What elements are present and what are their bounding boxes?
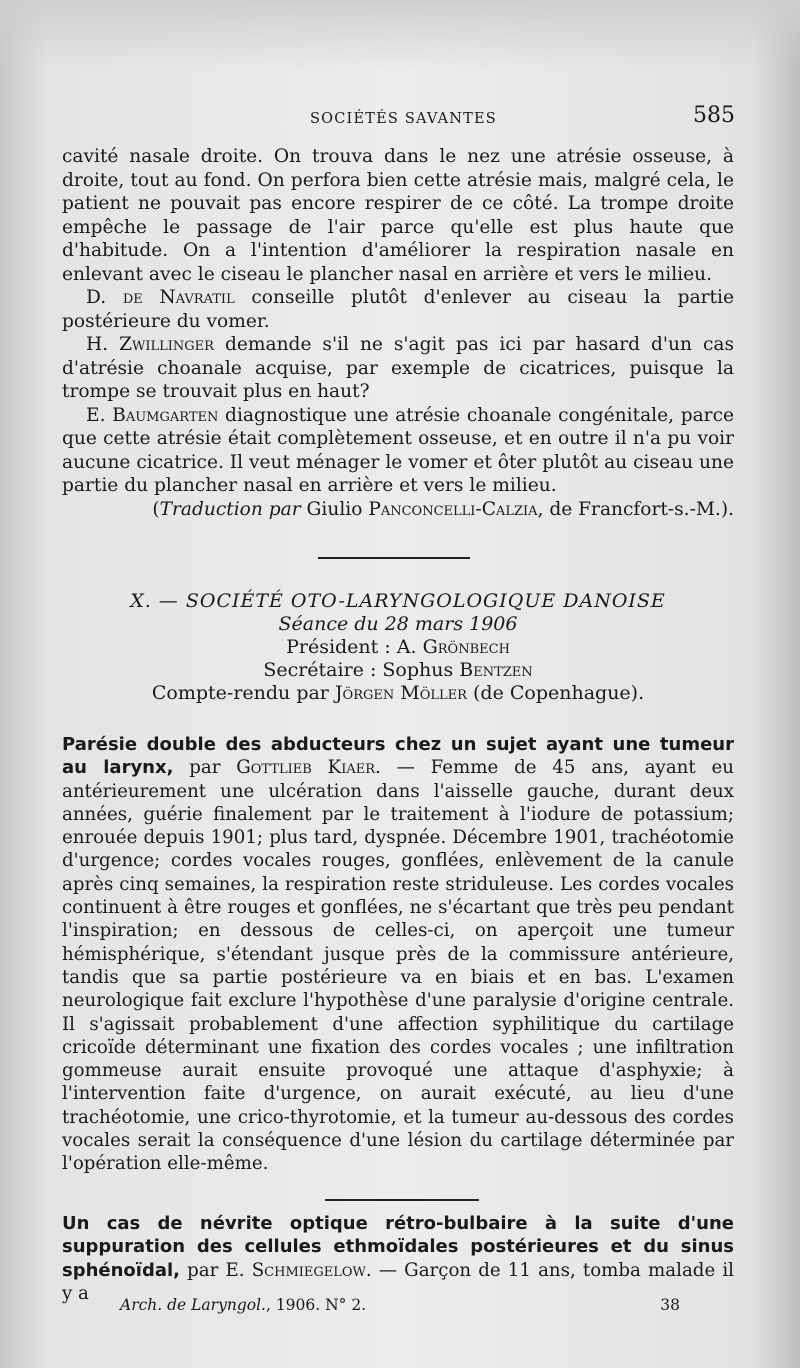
article-body: . — Femme de 45 ans, ayant eu antérieurement une ulcération dans l'aisselle gauche, durant deux années, guérie finalement par le traitement à l'iodure de potassium; enrouée depuis 1901; plus tard, dyspnée. Décembre 1901, trachéotomie d'urgence; cordes vocales rouges, gonflées, enlèvement de la canule après cinq semaines, la respiration reste striduleuse. Les cordes vocales continuent à être rouges et gonflées, ne s'écartant que très peu pendant l'inspiration; en dessous de celles-ci, on aperçoit une tumeur hémisphérique, s'étendant jusque près de la commissure antérieure, tandis que sa partie postérieure va en biais et en bas. L'examen neurologique fait exclure l'hypothèse d'une paralysie d'origine centrale. Il s'agissait probablement d'une affection syphilitique du cartilage cricoïde déterminant une fixation des cordes vocales ; une infiltration gommeuse aurait ensuite provoqué une attaque d'asphyxie; à l'intervention faite d'urgence, on aurait exécuté, au lieu d'une trachéotomie, une crico-thyrotomie, et la tumeur au-dessous des cordes vocales serait la conséquence d'une lésion du cartilage déterminée par l'opération elle-même. bbox=[62, 757, 734, 1175]
paragraph-text: demande s'il ne s'agit pas ici par hasard d'un cas d'atrésie choanale acquise, par exemple de cicatrices, puisque la trompe se trouvait plus en haut? bbox=[62, 334, 734, 402]
speaker-name: D. de Navratil bbox=[86, 287, 235, 308]
article-paresie bbox=[62, 733, 734, 1176]
section-divider bbox=[325, 1199, 479, 1201]
report-line: Compte-rendu par Jörgen Möller (de Copenhague). bbox=[151, 682, 645, 704]
paragraph-baumgarten bbox=[62, 404, 734, 498]
article-paragraph: Un cas de névrite optique rétro-bulbaire à la suite d'une suppuration des cellules ethmoïdales postérieures et du sinus sphénoïdal, par E. Schmiegelow. — Garçon de 11 ans, tomba malade il y a bbox=[62, 1213, 734, 1304]
article-title: Parésie double des abducteurs chez un sujet ayant une tumeur au larynx, bbox=[62, 734, 734, 779]
page-number: 585 bbox=[693, 103, 735, 128]
article-title: Un cas de névrite optique rétro-bulbaire à la suite d'une suppuration des cellules ethmoïdales postérieures et du sinus sphénoïdal, bbox=[62, 1213, 734, 1281]
paragraph-text: conseille plutôt d'enlever au ciseau la partie postérieure du vomer. bbox=[62, 287, 734, 332]
article-author: Gottlieb Kiaer bbox=[236, 757, 376, 779]
society-header bbox=[62, 590, 734, 705]
article-nevrite bbox=[62, 1212, 734, 1305]
paragraph-text: diagnostique une atrésie choanale congénitale, parce que cette atrésie était complètement osseuse, et en outre il n'a pu voir aucune cicatrice. Il veut ménager le vomer et ôter plutôt au ciseau une partie du plancher nasal en arrière et vers le milieu. bbox=[62, 404, 734, 496]
footer-citation: Arch. de Laryngol., 1906. N° 2. bbox=[120, 1296, 367, 1314]
continuation-section bbox=[62, 145, 734, 521]
footer-journal: Arch. de Laryngol. bbox=[120, 1296, 266, 1314]
session-date: Séance du 28 mars 1906 bbox=[278, 613, 518, 635]
translation-label: Traduction par bbox=[159, 498, 301, 520]
article-paragraph: Parésie double des abducteurs chez un sujet ayant une tumeur au larynx, par Gottlieb Kiaer. — Femme de 45 ans, ayant eu antérieurement une ulcération dans l'aisselle gauche, durant deux années, guérie finalement par le traitement à l'iodure de potassium; enrouée depuis 1901; plus tard, dyspnée. Décembre 1901, trachéotomie d'urgence; cordes vocales rouges, gonflées, enlèvement de la canule après cinq semaines, la respiration reste striduleuse. Les cordes vocales continuent à être rouges et gonflées, ne s'écartant que très peu pendant l'inspiration; en dessous de celles-ci, on aperçoit une tumeur hémisphérique, s'étendant jusque près de la commissure antérieure, tandis que sa partie postérieure va en biais et en bas. L'examen neurologique fait exclure l'hypothèse d'une paralysie d'origine centrale. Il s'agissait probablement d'une affection syphilitique du cartilage cricoïde déterminant une fixation des cordes vocales ; une infiltration gommeuse aurait ensuite provoqué une attaque d'asphyxie; à l'intervention faite d'urgence, on aurait exécuté, au lieu d'une trachéotomie, une crico-thyrotomie, et la tumeur au-dessous des cordes vocales serait la conséquence d'une lésion du cartilage déterminée par l'opération elle-même. bbox=[62, 734, 734, 1175]
secretary-line: Secrétaire : Sophus Bentzen bbox=[263, 659, 533, 681]
article-author: Schmiegelow bbox=[251, 1259, 366, 1281]
speaker-name: H. Zwillinger bbox=[86, 334, 214, 355]
translator-name: Panconcelli-Calzia bbox=[368, 498, 538, 520]
translation-credit: (Traduction par Giulio Panconcelli-Calzia, de Francfort-s.-M.). bbox=[152, 498, 734, 520]
society-title: X. — SOCIÉTÉ OTO-LARYNGOLOGIQUE DANOISE bbox=[130, 590, 666, 612]
president-line: Président : A. Grönbech bbox=[286, 636, 510, 658]
section-divider bbox=[318, 557, 470, 559]
running-title: SOCIÉTÉS SAVANTES bbox=[310, 111, 497, 127]
paragraph-navratil bbox=[62, 286, 734, 333]
running-head bbox=[60, 103, 740, 133]
footer-signature-mark: 38 bbox=[660, 1296, 680, 1314]
speaker-name: E. Baumgarten bbox=[86, 404, 219, 426]
paragraph-zwillinger bbox=[62, 333, 734, 404]
article-body: . — Garçon de 11 ans, tomba malade il y a bbox=[62, 1259, 734, 1304]
paragraph-continued: cavité nasale droite. On trouva dans le nez une atrésie osseuse, à droite, tout au fond. On perfora bien cette atrésie mais, malgré cela, le patient ne pouvait pas encore respirer de ce côté. La trompe droite empêche le passage de l'air parce qu'elle est plus haute que d'habitude. On a l'intention d'améliorer la respiration nasale en enlevant avec le ciseau le plancher nasal en arrière et vers le milieu. bbox=[62, 146, 734, 285]
page-footer bbox=[120, 1296, 680, 1322]
